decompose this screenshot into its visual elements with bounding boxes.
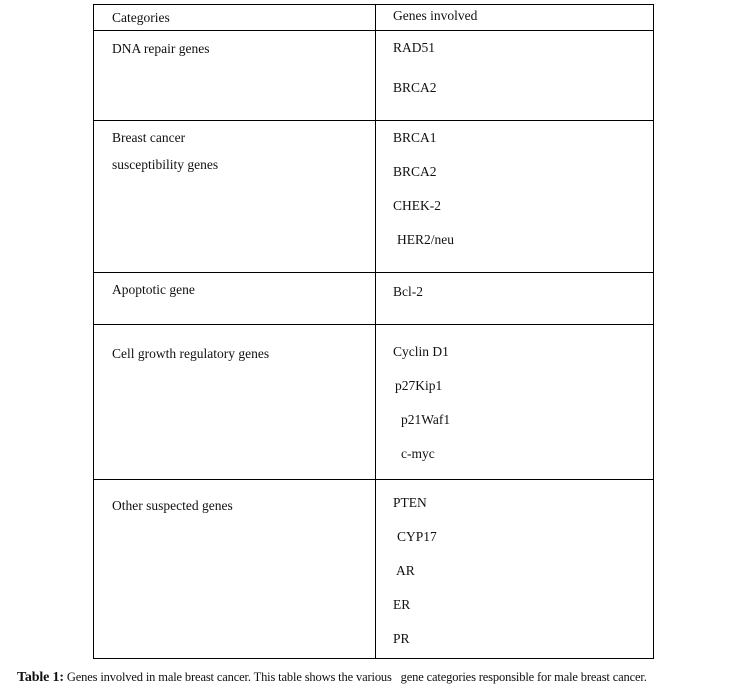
category-cell: Apoptotic gene xyxy=(112,282,195,297)
gene-cell: PTEN xyxy=(393,495,427,510)
row-divider xyxy=(94,30,653,31)
category-cell: Cell growth regulatory genes xyxy=(112,346,270,361)
header-genes-involved: Genes involved xyxy=(393,8,478,23)
category-cell: Other suspected genes xyxy=(112,498,233,513)
gene-cell: CYP17 xyxy=(397,529,437,544)
gene-cell: Cyclin D1 xyxy=(393,344,449,359)
category-cell: Breast cancer xyxy=(112,130,186,145)
gene-cell: p27Kip1 xyxy=(395,378,443,393)
row-divider xyxy=(94,120,653,121)
gene-cell: Bcl-2 xyxy=(393,284,423,299)
gene-cell: RAD51 xyxy=(393,40,436,55)
gene-cell: PR xyxy=(393,631,410,646)
category-cell: DNA repair genes xyxy=(112,41,210,56)
gene-cell: ER xyxy=(393,597,411,612)
gene-cell: BRCA2 xyxy=(393,164,437,179)
gene-cell: p21Waf1 xyxy=(401,412,451,427)
gene-cell: HER2/neu xyxy=(397,232,454,247)
gene-cell: c-myc xyxy=(401,446,435,461)
gene-cell: BRCA1 xyxy=(393,130,437,145)
header-categories: Categories xyxy=(112,10,170,25)
caption-label: Table 1: xyxy=(17,670,64,685)
row-divider xyxy=(94,479,653,480)
gene-cell: AR xyxy=(396,563,415,578)
caption-text: Genes involved in male breast cancer. This table shows the various gene categories responsible for male breast cancer. xyxy=(63,670,647,684)
genes-table xyxy=(93,4,654,659)
gene-cell: CHEK-2 xyxy=(393,198,441,213)
row-divider xyxy=(94,272,653,273)
row-divider xyxy=(94,324,653,325)
table-caption xyxy=(17,669,647,686)
gene-cell: BRCA2 xyxy=(393,80,437,95)
column-divider xyxy=(375,5,376,658)
category-cell: susceptibility genes xyxy=(112,157,219,172)
